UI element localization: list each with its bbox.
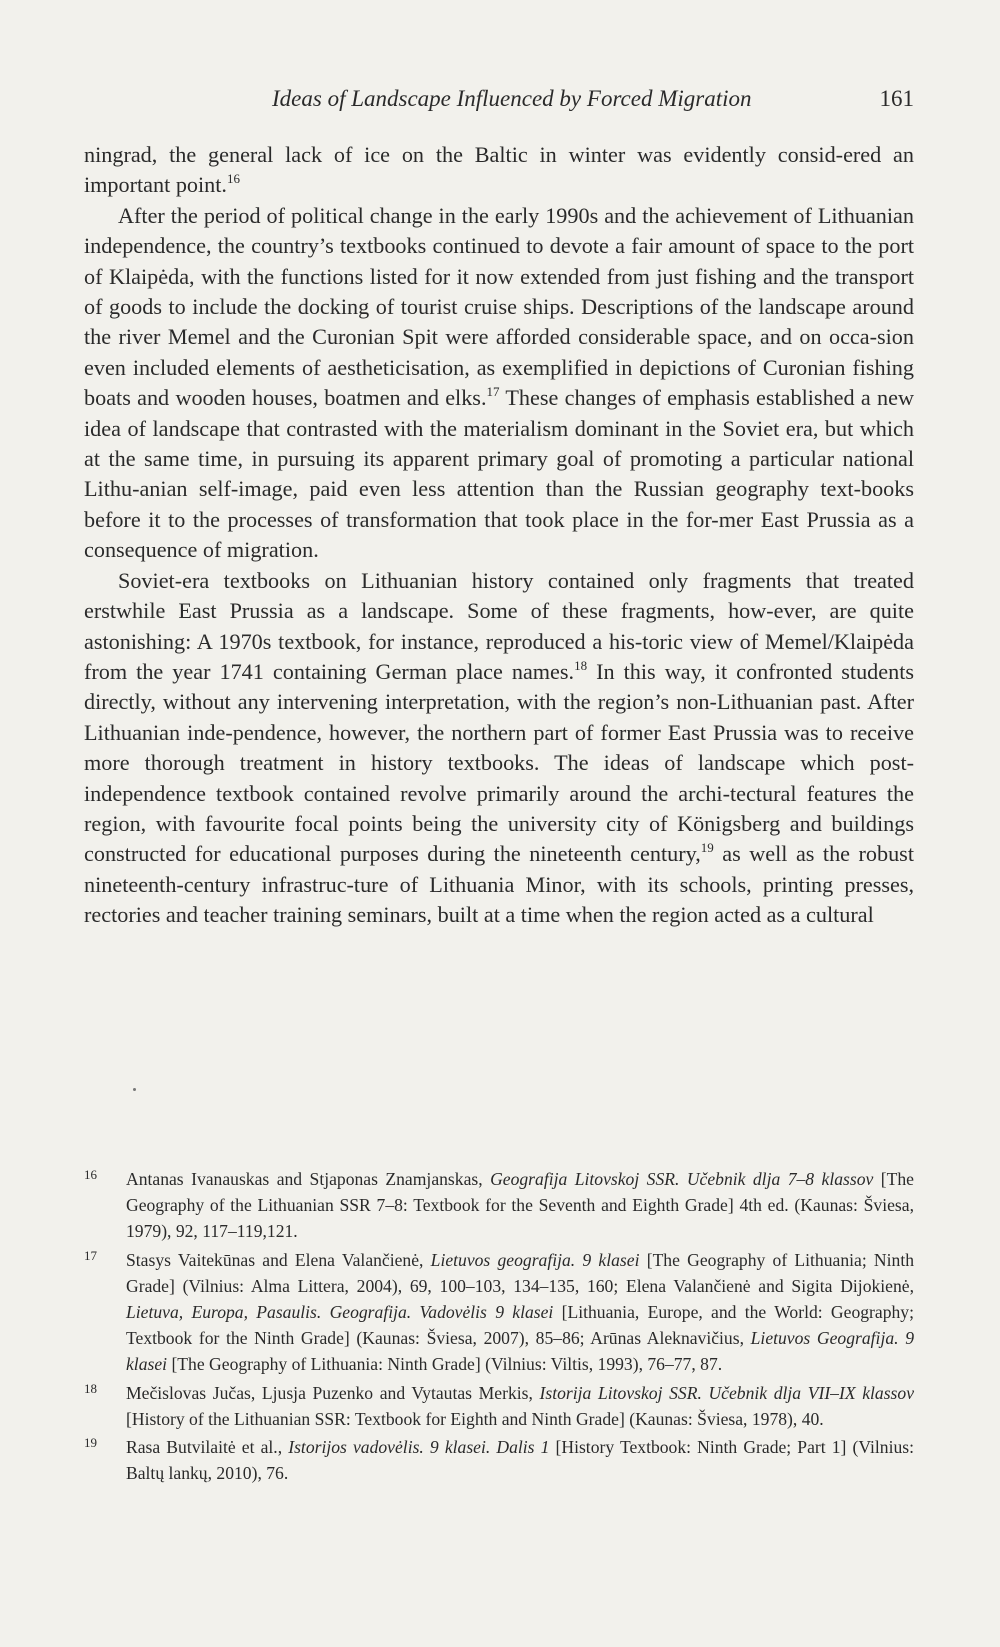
footnote-text-segment: Antanas Ivanauskas and Stjaponas Znamjanskas, <box>126 1169 491 1189</box>
footnote-text <box>126 1247 914 1378</box>
footnote-text-segment: [Lithuania, Europe, and the World: Geography; Textbook for the Ninth Grade] (Kaunas: Šviesa, 2007), 85–86; Arūnas Aleknavičius, <box>126 1302 914 1349</box>
footnote-text-segment: [History of the Lithuanian SSR: Textbook for Eighth and Ninth Grade] (Kaunas: Šviesa, 1978), 40. <box>126 1408 824 1429</box>
paragraph-2 <box>84 201 914 566</box>
footnote-ref-18[interactable]: 18 <box>574 657 588 673</box>
footnote-19 <box>84 1434 914 1486</box>
footnote-title-italic: Lietuvos geografija. 9 klasei <box>430 1249 640 1270</box>
footnote-number: 17 <box>84 1247 97 1263</box>
print-speck <box>133 1088 136 1091</box>
footnote-number: 19 <box>84 1435 97 1451</box>
main-text <box>84 140 914 931</box>
footnote-text-segment: Stasys Vaitekūnas and Elena Valančienė, <box>126 1249 431 1270</box>
footnote-text-segment: Rasa Butvilaitė et al., <box>126 1437 289 1458</box>
paragraph-text: After the period of political change in the early 1990s and the achievement of Lithuanian independence, the country’s textbooks continued to devote a fair amount of space to the port of Klaipėda, with the functions listed for it now extended from just fishing and the transport of goods to include the docking of tourist cruise ships. Descriptions of the landscape around the river Memel and the Curonian Spit were afforded considerable space, and on occa-sion even included elements of aestheticisation, as exemplified in depictions of Curonian fishing boats and wooden houses, boatmen and elks. <box>84 202 914 411</box>
footnote-title-italic: Istorija Litovskoj SSR. Učebnik dlja VII–IX klassov <box>539 1382 915 1403</box>
paragraph-text: Soviet-era textbooks on Lithuanian history contained only fragments that treated erstwhile East Prussia as a landscape. Some of these fragments, how-ever, are quite astonishing: A 1970s textbook, for instance, reproduced a his-toric view of Memel/Klaipėda from the year 1741 containing German place names. <box>84 567 914 684</box>
footnote-number: 16 <box>84 1167 97 1182</box>
footnote-number: 18 <box>84 1380 97 1396</box>
footnote-title-italic: Geografija Litovskoj SSR. Učebnik dlja 7–8 klassov <box>490 1169 874 1189</box>
running-title: Ideas of Landscape Influenced by Forced Migration <box>272 86 752 111</box>
footnote-text <box>126 1434 914 1486</box>
paragraph-3 <box>84 566 914 931</box>
footnote-text-segment: [The Geography of the Lithuanian SSR 7–8: Textbook for the Seventh and Eighth Grade] 4th ed. (Kaunas: Šviesa, 1979), 92, 117–119,121. <box>126 1169 914 1242</box>
footnote-text-segment: Mečislovas Jučas, Ljusja Puzenko and Vytautas Merkis, <box>126 1382 540 1403</box>
running-head <box>84 86 914 116</box>
paragraph-1 <box>84 140 914 201</box>
footnote-text-segment: [The Geography of Lithuania: Ninth Grade] (Vilnius: Viltis, 1993), 76–77, 87. <box>167 1354 723 1375</box>
footnote-ref-16[interactable]: 16 <box>226 171 240 187</box>
footnote-17 <box>84 1247 914 1378</box>
footnote-text-segment: [History Textbook: Ninth Grade; Part 1] (Vilnius: Baltų lankų, 2010), 76. <box>126 1437 915 1484</box>
footnote-ref-17[interactable]: 17 <box>486 384 500 400</box>
footnote-text-segment: [The Geography of Lithuania; Ninth Grade] (Vilnius: Alma Littera, 2004), 69, 100–103, 134–135, 160; Elena Valančienė and Sigita Dijokienė, <box>126 1249 914 1296</box>
footnote-title-italic: Lietuvos Geografija. 9 klasei <box>126 1328 914 1375</box>
paragraph-text: These changes of emphasis established a new idea of landscape that contrasted with the materialism dominant in the Soviet era, but which at the same time, in pursuing its apparent primary goal of promoting a particular national Lithu-anian self-image, paid even less attention than the Russian geography text-books before it to the processes of transformation that took place in the for-mer East Prussia as a consequence of migration. <box>84 385 914 563</box>
footnotes <box>84 1166 914 1488</box>
footnote-16 <box>84 1166 914 1245</box>
footnote-title-italic: Istorijos vadovėlis. 9 klasei. Dalis 1 <box>288 1437 550 1458</box>
footnote-18 <box>84 1380 914 1432</box>
footnote-title-italic: Lietuva, Europa, Pasaulis. Geografija. Vadovėlis 9 klasei <box>126 1302 554 1323</box>
paragraph-text: as well as the robust nineteenth-century infrastruc-ture of Lithuania Minor, with its schools, printing presses, rectories and teacher training seminars, built at a time when the region acted as a cultural <box>84 841 914 928</box>
page-number: 161 <box>879 86 914 111</box>
paragraph-text: ningrad, the general lack of ice on the Baltic in winter was evidently consid-ered an important point. <box>84 142 914 198</box>
footnote-text <box>126 1380 914 1432</box>
footnote-ref-19[interactable]: 19 <box>700 840 714 856</box>
paragraph-text: In this way, it confronted students directly, without any intervening interpretation, with the region’s non-Lithuanian past. After Lithuanian inde-pendence, however, the northern part of former East Prussia was to receive more thorough treatment in history textbooks. The ideas of landscape which post-independence textbook contained revolve primarily around the archi-tectural features the region, with favourite focal points being the university city of Königsberg and buildings constructed for educational purposes during the nineteenth century, <box>84 658 914 867</box>
footnote-text <box>126 1166 914 1245</box>
